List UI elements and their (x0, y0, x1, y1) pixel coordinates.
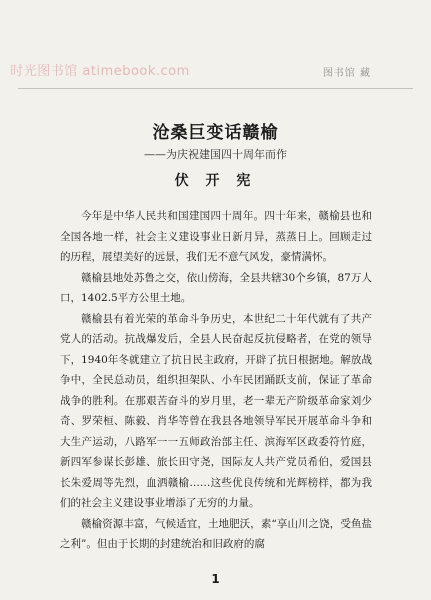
page-number: 1 (211, 572, 220, 586)
author-name: 伏 开 宪 (174, 173, 257, 189)
scan-edge-line (18, 88, 413, 89)
library-stamp: 图书馆 藏 (322, 68, 371, 79)
paragraph-4: 赣榆资源丰富，气候适宜，土地肥沃，素“享山川之饶，受鱼盐之利”。但由于长期的封建统治和旧政府的腐 (60, 517, 372, 550)
article-body (60, 206, 372, 555)
article-subtitle: ——为庆祝建国四十周年而作 (144, 148, 287, 161)
article-title: 沧桑巨变话赣榆 (152, 123, 279, 143)
watermark: 时光图书馆 atimebook.com (10, 64, 190, 79)
paragraph-1: 今年是中华人民共和国建国四十周年。四十年来，赣榆县也和全国各地一样，社会主义建设事业日新月异，蒸蒸日上。回顾走过的历程，展望美好的远景，我们无不意气风发，豪情满怀。 (60, 210, 372, 263)
paragraph-3: 赣榆县有着光荣的革命斗争历史，本世纪二十年代就有了共产党人的活动。抗战爆发后，全县人民奋起反抗侵略者，在党的领导下，1940年冬就建立了抗日民主政府，开辟了抗日根据地。解放战争中，全民总动员，组织担架队、小车民团踊跃支前，保证了革命战争的胜利。在那艰苦奋斗的岁月里，老一辈无产阶级革命家刘少奇、罗荣桓、陈毅、肖华等曾在我县各地领导军民开展革命斗争和大生产运动，八路军一一五师政治部主任、滨海军区政委符竹庭，新四军参谋长彭雄、旅长田守尧，国际友人共产党员希伯，爱国县长朱爱周等先烈，血洒赣榆……这些优良传统和光辉榜样，都为我们的社会主义建设事业增添了无穷的力量。 (60, 312, 372, 509)
paragraph-2: 赣榆县地处苏鲁之交，依山傍海，全县共辖30个乡镇，87万人口，1402.5平方公里土地。 (60, 271, 372, 304)
